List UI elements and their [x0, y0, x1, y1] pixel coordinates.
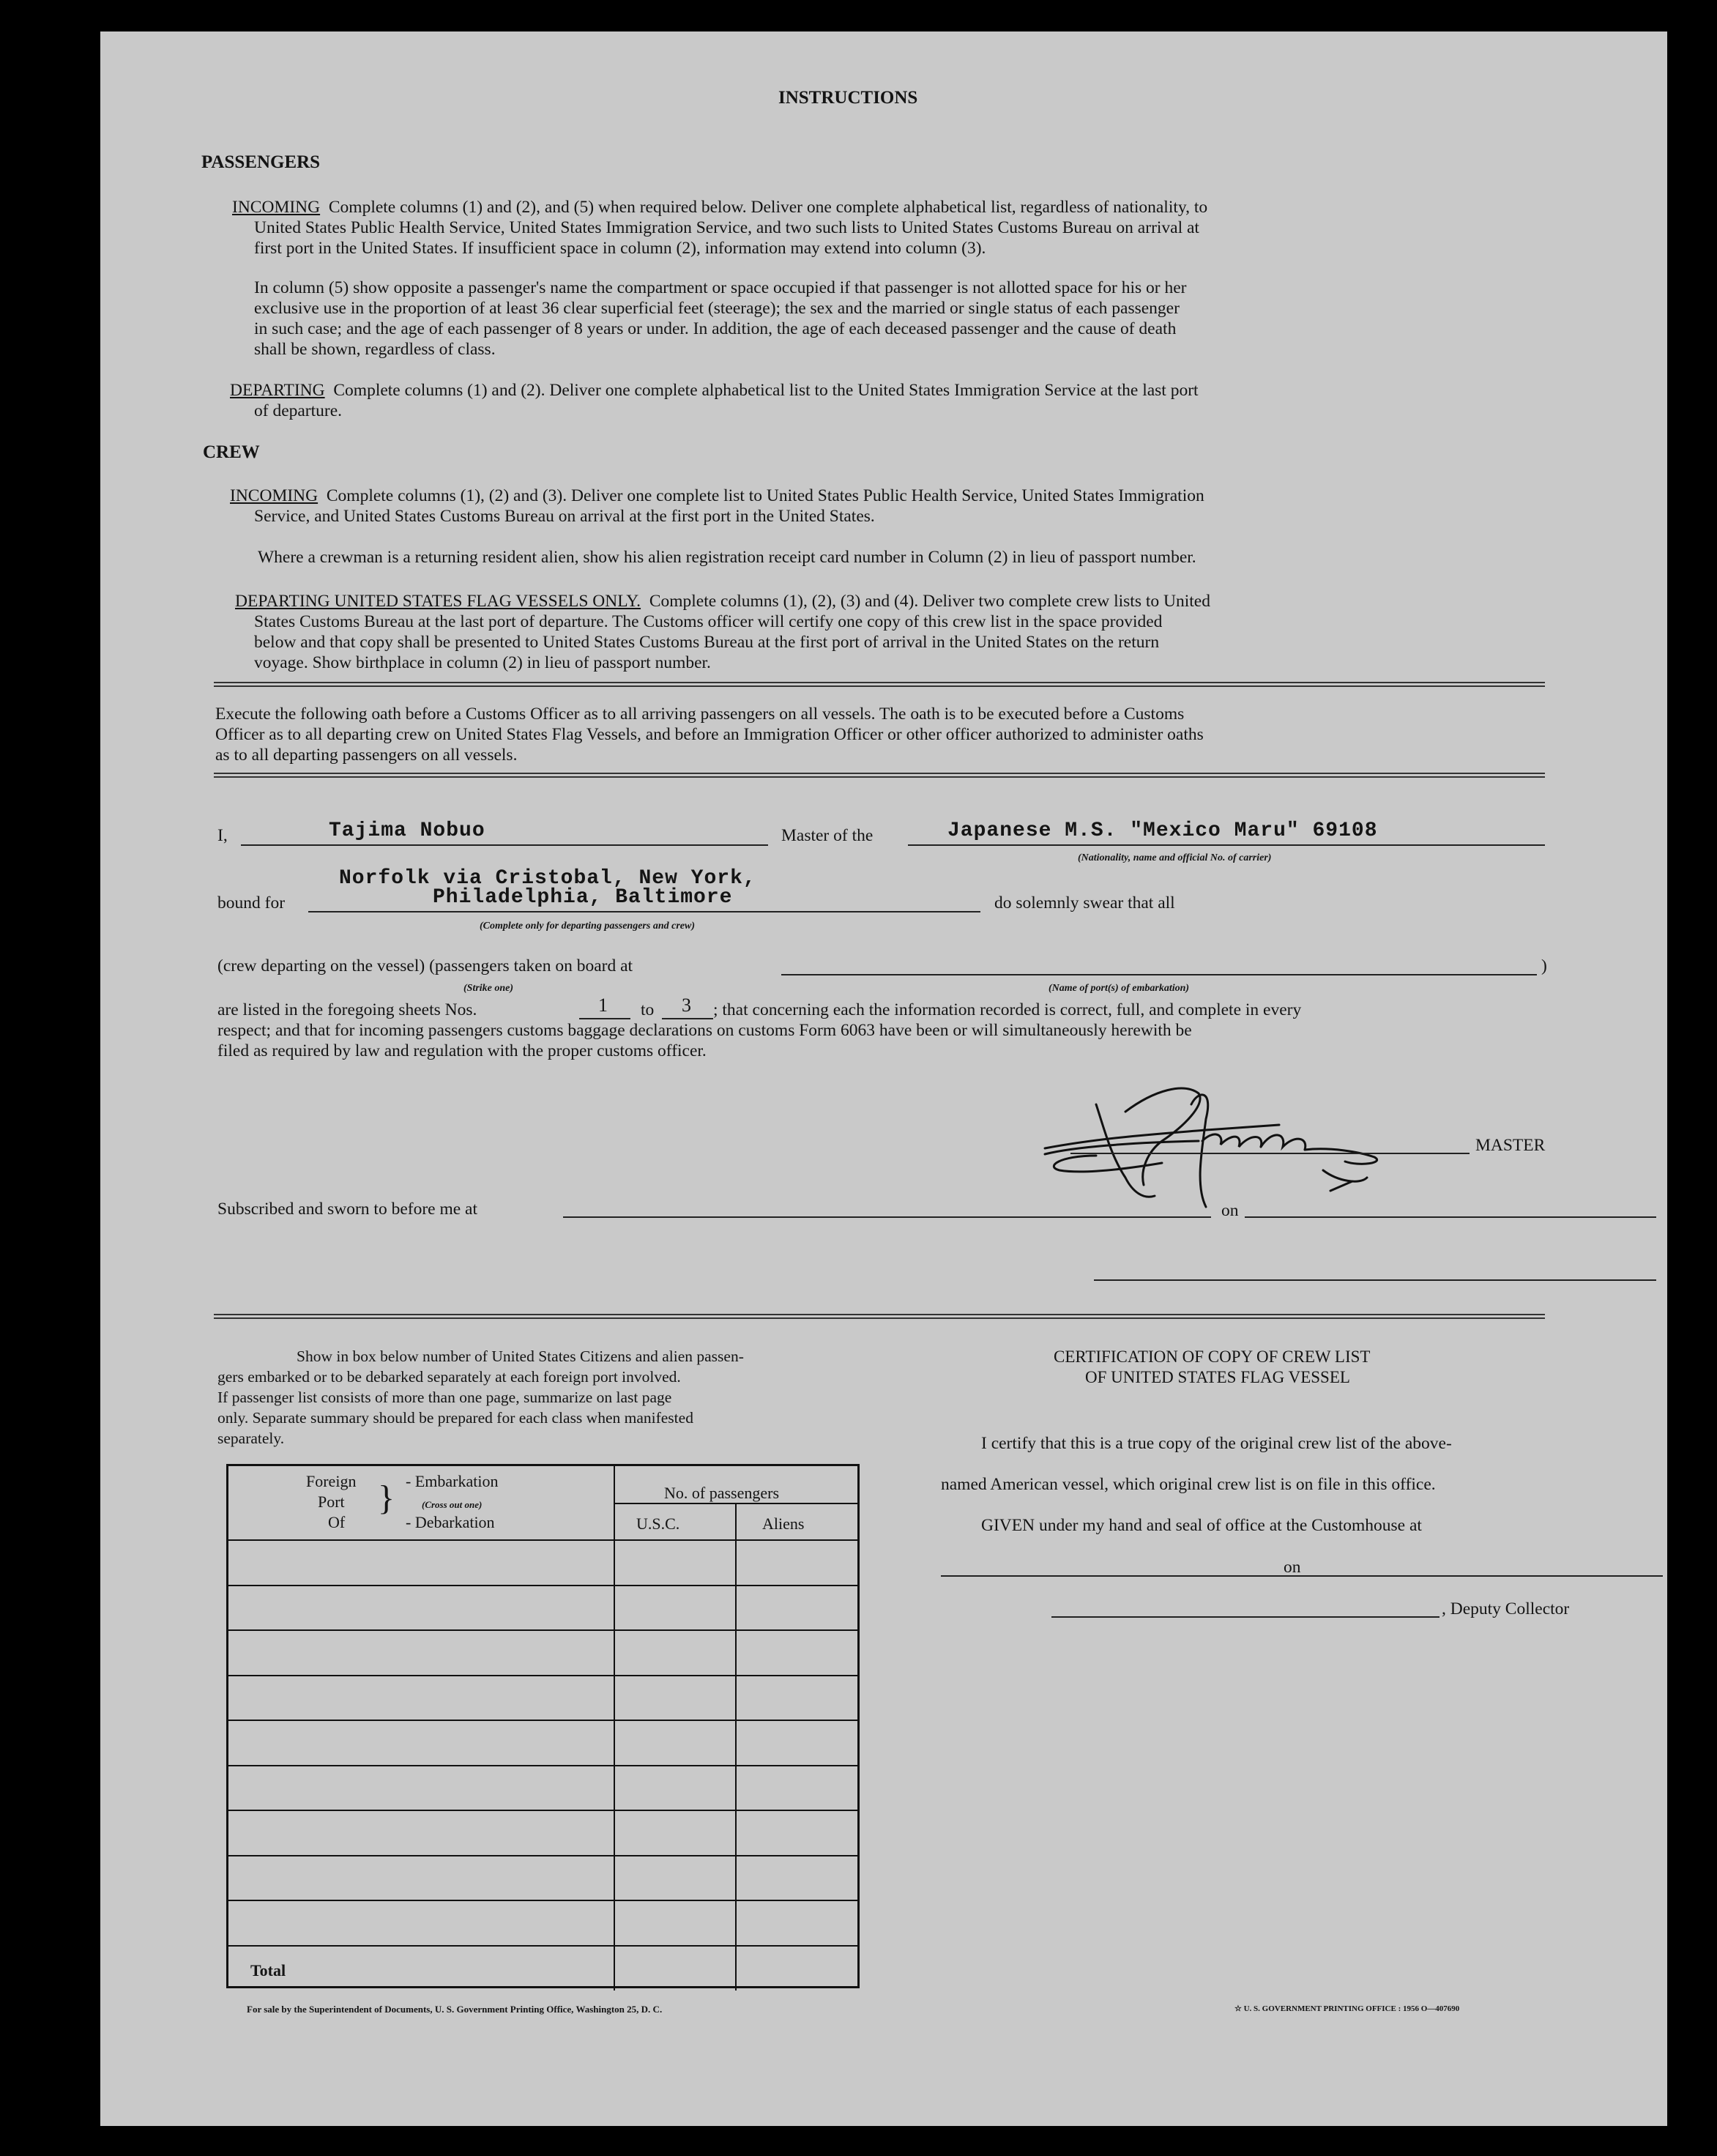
listed-post: ; that concerning each the information recorded is correct, full, and complete in every — [713, 1000, 1302, 1019]
oath-intro-line: Execute the following oath before a Customs Officer as to all arriving passengers on all vessels. The oath is to be executed before a Customs — [215, 705, 1185, 724]
summary-rows — [228, 1466, 857, 1986]
column-divider — [614, 1466, 615, 1990]
embarkation-label: - Embarkation — [406, 1472, 499, 1490]
crew-resident-line: Where a crewman is a returning resident alien, show his alien registration receipt card number in Column (2) in lieu of passport number. — [258, 548, 1196, 567]
master-label: MASTER — [1475, 1136, 1546, 1155]
table-row — [228, 1629, 857, 1631]
usc-label: U.S.C. — [636, 1514, 680, 1533]
certification-subtitle: OF UNITED STATES FLAG VESSEL — [1085, 1368, 1350, 1386]
divider — [214, 773, 1545, 778]
table-row — [228, 1810, 857, 1811]
bound-caption: (Complete only for departing passengers and crew) — [480, 921, 695, 932]
column-divider — [735, 1503, 737, 1990]
aliens-label: Aliens — [762, 1514, 805, 1533]
total-label: Total — [250, 1961, 286, 1980]
bound-for-label: bound for — [217, 893, 286, 912]
incoming-label: INCOMING — [232, 198, 321, 217]
given-line: GIVEN under my hand and seal of office at the Customhouse at — [981, 1516, 1422, 1535]
swear-text: do solemnly swear that all — [994, 893, 1175, 912]
on-label: on — [1221, 1201, 1239, 1220]
summary-line: gers embarked or to be debarked separately at each foreign port involved. — [217, 1368, 681, 1386]
close-paren: ) — [1541, 956, 1547, 975]
vessel-name: Japanese M.S. "Mexico Maru" 69108 — [947, 819, 1378, 842]
pass-col5-line: shall be shown, regardless of class. — [254, 340, 496, 359]
cert-date-line — [1314, 1575, 1663, 1577]
debarkation-label: - Debarkation — [406, 1513, 495, 1531]
master-signature — [1016, 1060, 1499, 1214]
of-label: Of — [328, 1513, 346, 1531]
certify-line: I certify that this is a true copy of the original crew list of the above- — [981, 1434, 1452, 1453]
pass-col5-line: In column (5) show opposite a passenger's name the compartment or space occupied if that passenger is not allotted space for his or her — [254, 278, 1187, 297]
port-label: Port — [318, 1493, 345, 1511]
table-row — [228, 1765, 857, 1766]
deputy-collector-label: , Deputy Collector — [1442, 1599, 1570, 1618]
pass-incoming-line: United States Public Health Service, United States Immigration Service, and two such lists to United States Customs Bureau on arrival at — [254, 218, 1199, 237]
table-row — [228, 1675, 857, 1676]
summary-line: separately. — [217, 1430, 285, 1447]
listed-pre: are listed in the foregoing sheets Nos. — [217, 1000, 477, 1019]
crew-departing-line: voyage. Show birthplace in column (2) in lieu of passport number. — [254, 653, 711, 672]
oath-intro-line: Officer as to all departing crew on United States Flag Vessels, and before an Immigration Officer or other officer authorized to administer oaths — [215, 725, 1204, 744]
crew-heading: CREW — [203, 442, 260, 462]
pass-col5-line: in such case; and the age of each passenger of 8 years or under. In addition, the age of each deceased passenger and the cause of death — [254, 319, 1177, 338]
footer-right: ☆ U. S. GOVERNMENT PRINTING OFFICE : 1956 O—407690 — [1234, 2004, 1460, 2013]
pass-col5-line: exclusive use in the proportion of at least 36 clear superficial feet (steerage); the sex and the married or single status of each passenger — [254, 299, 1180, 318]
crew-departing-label: DEPARTING UNITED STATES FLAG VESSELS ONLY. — [235, 592, 641, 611]
crew-departing-line: States Customs Bureau at the last port of departure. The Customs officer will certify one copy of this crew list in the space provided — [254, 612, 1163, 631]
strike-one: (Strike one) — [463, 983, 514, 994]
divider — [214, 682, 1545, 687]
master-of-label: Master of the — [781, 826, 874, 845]
footer-left: For sale by the Superintendent of Documents, U. S. Government Printing Office, Washington 25, D. C. — [247, 2004, 663, 2015]
passengers-heading: PASSENGERS — [201, 152, 321, 172]
embarkation-line — [781, 974, 1537, 975]
cross-out-label: (Cross out one) — [422, 1499, 483, 1510]
filed-text: filed as required by law and regulation with the proper customs officer. — [217, 1041, 707, 1060]
departing-label: DEPARTING — [230, 381, 325, 400]
master-signature-line — [1070, 1153, 1470, 1154]
sheet-to-line — [662, 1018, 713, 1019]
to-label: to — [641, 1000, 655, 1019]
certify-line: named American vessel, which original crew list is on file in this office. — [941, 1475, 1436, 1494]
no-passengers-label: No. of passengers — [664, 1484, 780, 1502]
bound-for-line2: Philadelphia, Baltimore — [433, 886, 733, 909]
certification-title: CERTIFICATION OF COPY OF CREW LIST — [1054, 1348, 1371, 1366]
instructions-title: INSTRUCTIONS — [778, 88, 918, 108]
sheet-to: 3 — [682, 995, 691, 1016]
table-row — [228, 1720, 857, 1721]
customhouse-line — [941, 1575, 1379, 1577]
subscribed-text: Subscribed and sworn to before me at — [217, 1200, 478, 1219]
summary-line: only. Separate summary should be prepared for each class when manifested — [217, 1409, 693, 1427]
pass-incoming-line: INCOMING Complete columns (1) and (2), and (5) when required below. Deliver one complete alphabetical list, regardless of nationality, to — [232, 198, 1208, 217]
subscribed-place-line — [563, 1216, 1211, 1218]
table-row — [228, 1945, 857, 1947]
brace-icon: } — [378, 1479, 395, 1517]
summary-line: Show in box below number of United States Citizens and alien passen- — [297, 1348, 744, 1365]
i-label: I, — [217, 826, 228, 845]
officer-signature-line — [1094, 1279, 1656, 1281]
crew-departing-line: below and that copy shall be presented to United States Customs Bureau at the first port of arrival in the United States on the return — [254, 633, 1160, 652]
header-bottom — [228, 1539, 857, 1541]
sheet-from: 1 — [598, 995, 608, 1016]
form-page — [100, 31, 1667, 2126]
pass-departing-line: DEPARTING Complete columns (1) and (2). Deliver one complete alphabetical list to the United States Immigration Service at the last port — [230, 381, 1199, 400]
table-row — [228, 1585, 857, 1586]
cert-on-label: on — [1284, 1558, 1301, 1577]
vessel-caption: (Nationality, name and official No. of carrier) — [1078, 852, 1272, 863]
table-row — [228, 1855, 857, 1856]
pass-departing-line: of departure. — [254, 401, 343, 420]
crew-incoming-line: INCOMING Complete columns (1), (2) and (3). Deliver one complete list to United States Public Health Service, United States Immigration — [230, 486, 1204, 505]
vessel-line — [908, 844, 1545, 846]
master-name: Tajima Nobuo — [329, 819, 485, 842]
table-row — [228, 1900, 857, 1901]
oath-intro-line: as to all departing passengers on all vessels. — [215, 746, 518, 765]
sheet-from-line — [579, 1018, 630, 1019]
summary-line: If passenger list consists of more than one page, summarize on last page — [217, 1389, 672, 1406]
subscribed-date-line — [1245, 1216, 1656, 1218]
master-name-line — [241, 844, 768, 846]
bound-for-line — [308, 911, 980, 912]
crew-incoming-label: INCOMING — [230, 486, 319, 505]
passenger-summary-table — [226, 1464, 860, 1988]
deputy-signature-line — [1051, 1616, 1439, 1618]
crew-incoming-line: Service, and United States Customs Bureau on arrival at the first port in the United States. — [254, 507, 875, 526]
crew-departing-line: DEPARTING UNITED STATES FLAG VESSELS ONLY. Complete columns (1), (2), (3) and (4). Deliver two complete crew lists to United — [235, 592, 1210, 611]
respect-text: respect; and that for incoming passengers customs baggage declarations on customs Form 6063 have been or will simultaneously herewith be — [217, 1021, 1192, 1040]
divider — [214, 1314, 1545, 1319]
crew-departing-text: (crew departing on the vessel) (passengers taken on board at — [217, 956, 633, 975]
bound-for-line1: Norfolk via Cristobal, New York, — [339, 867, 756, 890]
embarkation-caption: (Name of port(s) of embarkation) — [1049, 983, 1190, 994]
pass-incoming-line: first port in the United States. If insufficient space in column (2), information may extend into column (3). — [254, 239, 986, 258]
foreign-label: Foreign — [306, 1472, 357, 1490]
